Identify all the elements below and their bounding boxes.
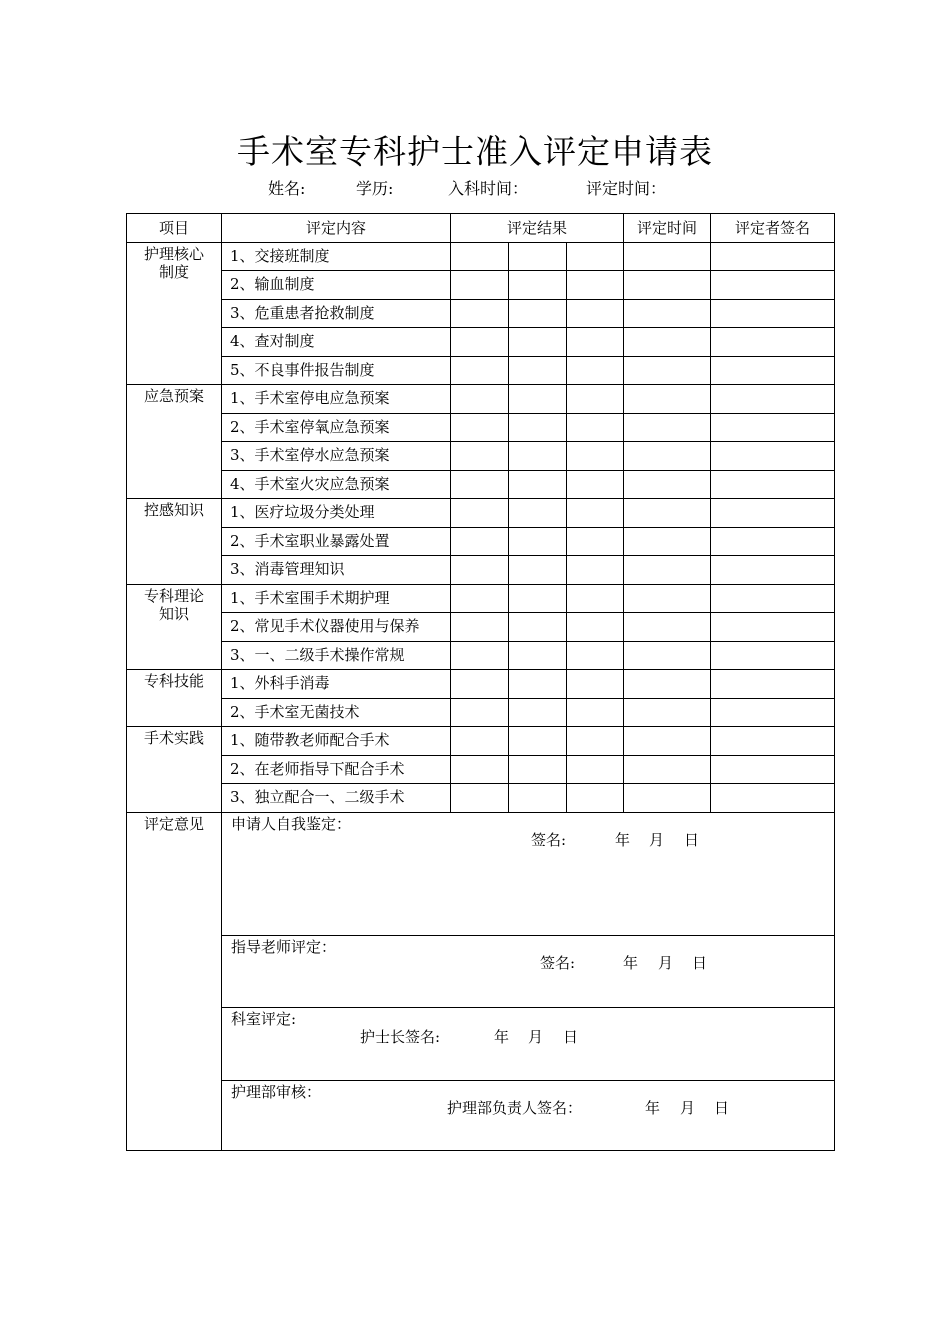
table-row [127, 670, 835, 699]
opinion-row [127, 1080, 835, 1150]
signer-cell[interactable] [711, 242, 835, 271]
result-cell-2[interactable] [509, 271, 567, 300]
eval-time-cell[interactable] [624, 641, 711, 670]
table-row [127, 442, 835, 471]
result-cell-3[interactable] [567, 556, 624, 585]
category-label: 专科理论知识 [127, 584, 222, 670]
section-title: 指导老师评定： [231, 937, 337, 956]
signer-cell[interactable] [711, 755, 835, 784]
evaluation-item: 2、手术室职业暴露处置 [222, 527, 451, 556]
eval-time-cell[interactable] [624, 328, 711, 357]
signer-cell[interactable] [711, 727, 835, 756]
month-label: 月 [528, 1027, 544, 1046]
result-cell-2[interactable] [509, 470, 567, 499]
result-cell-3[interactable] [567, 356, 624, 385]
month-label: 月 [649, 830, 665, 849]
eval-time-cell[interactable] [624, 242, 711, 271]
eval-time-cell[interactable] [624, 299, 711, 328]
signer-cell[interactable] [711, 299, 835, 328]
month-label: 月 [658, 953, 674, 972]
evaluation-item: 3、消毒管理知识 [222, 556, 451, 585]
opinion-row [127, 935, 835, 1007]
table-row [127, 385, 835, 414]
table-row [127, 527, 835, 556]
result-cell-3[interactable] [567, 784, 624, 813]
result-cell-1[interactable] [451, 641, 509, 670]
eval-time-cell[interactable] [624, 413, 711, 442]
table-row [127, 470, 835, 499]
opinion-section-nursing[interactable] [222, 1080, 835, 1150]
signer-cell[interactable] [711, 698, 835, 727]
category-label: 手术实践 [127, 727, 222, 813]
header-row [127, 214, 835, 243]
table-row [127, 613, 835, 642]
opinion-row [127, 812, 835, 935]
result-cell-3[interactable] [567, 755, 624, 784]
result-cell-2[interactable] [509, 670, 567, 699]
result-cell-2[interactable] [509, 356, 567, 385]
year-label: 年 [494, 1027, 510, 1046]
evaluation-item: 2、常见手术仪器使用与保养 [222, 613, 451, 642]
result-cell-2[interactable] [509, 755, 567, 784]
result-cell-3[interactable] [567, 584, 624, 613]
eval-time-cell[interactable] [624, 499, 711, 528]
result-cell-2[interactable] [509, 299, 567, 328]
table-row [127, 641, 835, 670]
result-cell-1[interactable] [451, 271, 509, 300]
table-row [127, 299, 835, 328]
eval-time-cell[interactable] [624, 698, 711, 727]
result-cell-1[interactable] [451, 698, 509, 727]
page-title: 手术室专科护士准入评定申请表 [237, 132, 713, 171]
table-row [127, 784, 835, 813]
day-label: 日 [714, 1098, 730, 1117]
result-cell-1[interactable] [451, 356, 509, 385]
eval-time-cell[interactable] [624, 784, 711, 813]
section-title: 护理部审核： [231, 1082, 322, 1101]
result-cell-3[interactable] [567, 442, 624, 471]
result-cell-2[interactable] [509, 556, 567, 585]
result-cell-1[interactable] [451, 442, 509, 471]
evaluation-item: 1、手术室停电应急预案 [222, 385, 451, 414]
result-cell-1[interactable] [451, 299, 509, 328]
section-title: 科室评定: [231, 1009, 297, 1028]
table-row [127, 242, 835, 271]
evaluation-table [126, 213, 835, 1151]
result-cell-1[interactable] [451, 328, 509, 357]
month-label: 月 [680, 1098, 696, 1117]
result-cell-3[interactable] [567, 698, 624, 727]
result-cell-2[interactable] [509, 442, 567, 471]
signer-cell[interactable] [711, 413, 835, 442]
eval-time-cell[interactable] [624, 755, 711, 784]
result-cell-3[interactable] [567, 670, 624, 699]
eval-time-cell[interactable] [624, 613, 711, 642]
evaluation-item: 2、手术室无菌技术 [222, 698, 451, 727]
signature-label: 签名: [540, 953, 576, 972]
eval-time-cell[interactable] [624, 727, 711, 756]
result-cell-3[interactable] [567, 641, 624, 670]
table-row [127, 755, 835, 784]
table-row [127, 328, 835, 357]
header-item: 项目 [127, 214, 222, 243]
day-label: 日 [563, 1027, 579, 1046]
signer-cell[interactable] [711, 527, 835, 556]
eval-time-cell[interactable] [624, 527, 711, 556]
result-cell-3[interactable] [567, 499, 624, 528]
signature-label: 护士长签名: [360, 1027, 441, 1046]
evaluation-item: 3、独立配合一、二级手术 [222, 784, 451, 813]
result-cell-1[interactable] [451, 584, 509, 613]
result-cell-3[interactable] [567, 613, 624, 642]
signer-cell[interactable] [711, 271, 835, 300]
section-title: 申请人自我鉴定： [231, 814, 352, 833]
evaluation-item: 2、输血制度 [222, 271, 451, 300]
result-cell-2[interactable] [509, 727, 567, 756]
signature-label: 签名: [531, 830, 567, 849]
result-cell-1[interactable] [451, 527, 509, 556]
day-label: 日 [684, 830, 700, 849]
category-label: 控感知识 [127, 499, 222, 585]
signer-cell[interactable] [711, 613, 835, 642]
result-cell-1[interactable] [451, 413, 509, 442]
table-row [127, 727, 835, 756]
category-label: 护理核心制度 [127, 242, 222, 385]
result-cell-1[interactable] [451, 556, 509, 585]
table-row [127, 413, 835, 442]
result-cell-1[interactable] [451, 470, 509, 499]
result-cell-3[interactable] [567, 527, 624, 556]
year-label: 年 [645, 1098, 661, 1117]
table-row [127, 271, 835, 300]
entry-time-label: 入科时间： [448, 179, 529, 198]
result-cell-3[interactable] [567, 299, 624, 328]
result-cell-1[interactable] [451, 242, 509, 271]
eval-time-cell[interactable] [624, 556, 711, 585]
opinion-section-teacher[interactable] [222, 935, 835, 1007]
table-row [127, 356, 835, 385]
table-row [127, 584, 835, 613]
category-label: 专科技能 [127, 670, 222, 727]
table-row [127, 556, 835, 585]
signer-cell[interactable] [711, 670, 835, 699]
result-cell-2[interactable] [509, 584, 567, 613]
header-content: 评定内容 [222, 214, 451, 243]
year-label: 年 [615, 830, 631, 849]
signer-cell[interactable] [711, 641, 835, 670]
result-cell-2[interactable] [509, 527, 567, 556]
opinion-section-self[interactable] [222, 812, 835, 935]
evaluation-item: 5、不良事件报告制度 [222, 356, 451, 385]
evaluation-item: 4、查对制度 [222, 328, 451, 357]
result-cell-3[interactable] [567, 413, 624, 442]
applicant-info-line [0, 176, 950, 198]
eval-time-cell[interactable] [624, 470, 711, 499]
signer-cell[interactable] [711, 784, 835, 813]
header-result: 评定结果 [451, 214, 624, 243]
name-label: 姓名: [268, 179, 306, 198]
result-cell-2[interactable] [509, 641, 567, 670]
evaluation-item: 1、外科手消毒 [222, 670, 451, 699]
signature-label: 护理部负责人签名： [447, 1098, 583, 1117]
result-cell-2[interactable] [509, 784, 567, 813]
opinion-row [127, 1007, 835, 1080]
result-cell-1[interactable] [451, 670, 509, 699]
result-cell-3[interactable] [567, 242, 624, 271]
result-cell-2[interactable] [509, 413, 567, 442]
evaluation-item: 2、在老师指导下配合手术 [222, 755, 451, 784]
evaluation-item: 3、手术室停水应急预案 [222, 442, 451, 471]
evaluation-item: 1、医疗垃圾分类处理 [222, 499, 451, 528]
eval-time-cell[interactable] [624, 442, 711, 471]
result-cell-1[interactable] [451, 727, 509, 756]
evaluation-item: 3、一、二级手术操作常规 [222, 641, 451, 670]
table-row [127, 499, 835, 528]
eval-time-cell[interactable] [624, 584, 711, 613]
result-cell-2[interactable] [509, 385, 567, 414]
header-signer: 评定者签名 [711, 214, 835, 243]
result-cell-3[interactable] [567, 727, 624, 756]
signer-cell[interactable] [711, 328, 835, 357]
eval-time-cell[interactable] [624, 356, 711, 385]
signer-cell[interactable] [711, 442, 835, 471]
result-cell-1[interactable] [451, 613, 509, 642]
evaluation-item: 1、随带教老师配合手术 [222, 727, 451, 756]
result-cell-3[interactable] [567, 271, 624, 300]
result-cell-2[interactable] [509, 499, 567, 528]
header-time: 评定时间 [624, 214, 711, 243]
evaluation-item: 3、危重患者抢救制度 [222, 299, 451, 328]
evaluation-item: 2、手术室停氧应急预案 [222, 413, 451, 442]
evaluation-item: 1、手术室围手术期护理 [222, 584, 451, 613]
education-label: 学历: [356, 179, 394, 198]
year-label: 年 [623, 953, 639, 972]
eval-time-label: 评定时间： [586, 179, 667, 198]
evaluation-item: 1、交接班制度 [222, 242, 451, 271]
result-cell-1[interactable] [451, 499, 509, 528]
opinion-section-department[interactable] [222, 1007, 835, 1080]
result-cell-2[interactable] [509, 613, 567, 642]
table-row [127, 698, 835, 727]
result-cell-2[interactable] [509, 328, 567, 357]
eval-time-cell[interactable] [624, 670, 711, 699]
result-cell-2[interactable] [509, 242, 567, 271]
category-label: 应急预案 [127, 385, 222, 499]
eval-time-cell[interactable] [624, 385, 711, 414]
result-cell-2[interactable] [509, 698, 567, 727]
signer-cell[interactable] [711, 470, 835, 499]
signer-cell[interactable] [711, 584, 835, 613]
result-cell-1[interactable] [451, 784, 509, 813]
signer-cell[interactable] [711, 499, 835, 528]
signer-cell[interactable] [711, 356, 835, 385]
signer-cell[interactable] [711, 385, 835, 414]
evaluation-item: 4、手术室火灾应急预案 [222, 470, 451, 499]
eval-time-cell[interactable] [624, 271, 711, 300]
day-label: 日 [692, 953, 708, 972]
result-cell-1[interactable] [451, 385, 509, 414]
result-cell-3[interactable] [567, 385, 624, 414]
opinion-label: 评定意见 [127, 812, 222, 1150]
signer-cell[interactable] [711, 556, 835, 585]
result-cell-3[interactable] [567, 328, 624, 357]
result-cell-3[interactable] [567, 470, 624, 499]
result-cell-1[interactable] [451, 755, 509, 784]
